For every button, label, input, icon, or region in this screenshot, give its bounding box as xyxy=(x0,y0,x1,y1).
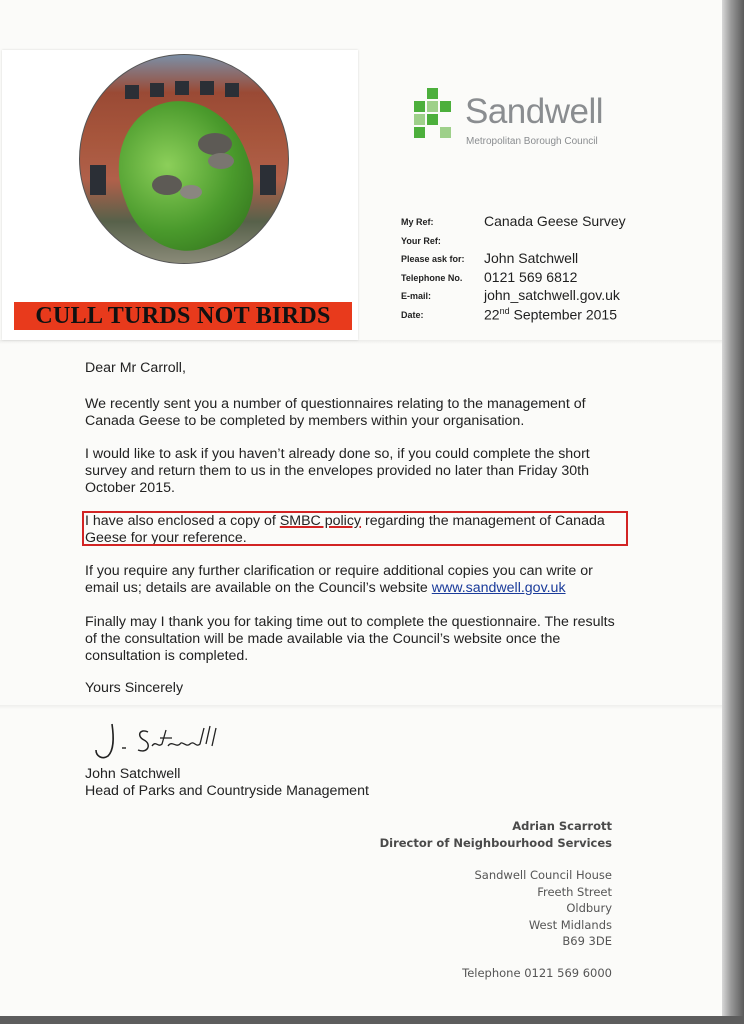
signatory-block xyxy=(85,766,369,800)
ref-label: Telephone No. xyxy=(401,272,463,283)
logo-subtitle: Metropolitan Borough Council xyxy=(466,136,598,147)
scan-edge xyxy=(0,1016,744,1024)
director-title: Director of Neighbourhood Services xyxy=(379,835,612,850)
director-block xyxy=(380,818,612,851)
date-value: 22nd September 2015 xyxy=(484,305,617,323)
paragraph-5: Finally may I thank you for taking time out to complete the questionnaire. The results of the consultation will be made available via the Council’s website once the consultation is completed. xyxy=(85,614,615,664)
website-link[interactable]: www.sandwell.gov.uk xyxy=(431,580,566,596)
email-value: john_satchwell.gov.uk xyxy=(484,287,620,303)
footer-telephone: Telephone 0121 569 6000 xyxy=(462,966,612,980)
ref-label: E-mail: xyxy=(401,291,432,301)
sandwell-logo xyxy=(410,88,640,158)
paragraph-3: I have also enclosed a copy of SMBC policy regarding the management of Canada Geese for your reference. xyxy=(85,513,605,546)
logo-squares-icon xyxy=(410,88,456,146)
paragraph-4: If you require any further clarification or require additional copies you can write or email us; details are available on the Council’s website www.sandwell.gov.uk xyxy=(85,563,593,596)
cull-banner xyxy=(14,302,352,330)
paragraph-2: I would like to ask if you haven’t already done so, if you could complete the short survey and return them to us in the envelopes provided no later than Friday 30th October 2015. xyxy=(85,446,590,496)
highlight-annotation-box xyxy=(82,511,628,546)
paper-fold xyxy=(0,705,722,709)
smbc-policy-underline: SMBC policy xyxy=(279,513,362,529)
ref-label: Please ask for: xyxy=(401,254,465,264)
director-name: Adrian Scarrott xyxy=(512,819,612,833)
closing: Yours Sincerely xyxy=(85,680,184,696)
cull-banner-text: CULL TURDS NOT BIRDS xyxy=(35,302,331,329)
building-geese-photo xyxy=(79,54,289,264)
paragraph-1: We recently sent you a number of questionnaires relating to the management of Canada Geese to be completed by members within your organisation. xyxy=(85,396,586,429)
address-block: Sandwell Council House Freeth Street Oldbury West Midlands B69 3DE xyxy=(474,868,612,948)
protest-sticker xyxy=(2,50,358,340)
logo-name: Sandwell xyxy=(465,92,604,131)
ref-label: Date: xyxy=(401,309,424,320)
signatory-name: John Satchwell xyxy=(85,766,181,782)
signatory-title: Head of Parks and Countryside Management xyxy=(85,783,369,799)
ref-value: John Satchwell xyxy=(484,250,579,266)
scan-edge xyxy=(722,0,744,1024)
ref-value: Canada Geese Survey xyxy=(484,213,626,229)
ref-label: Your Ref: xyxy=(401,235,441,246)
salutation: Dear Mr Carroll, xyxy=(85,360,186,376)
ref-value: 0121 569 6812 xyxy=(484,268,578,285)
handwritten-signature xyxy=(92,718,232,766)
ref-label: My Ref: xyxy=(401,217,434,227)
paper-fold xyxy=(0,340,722,344)
